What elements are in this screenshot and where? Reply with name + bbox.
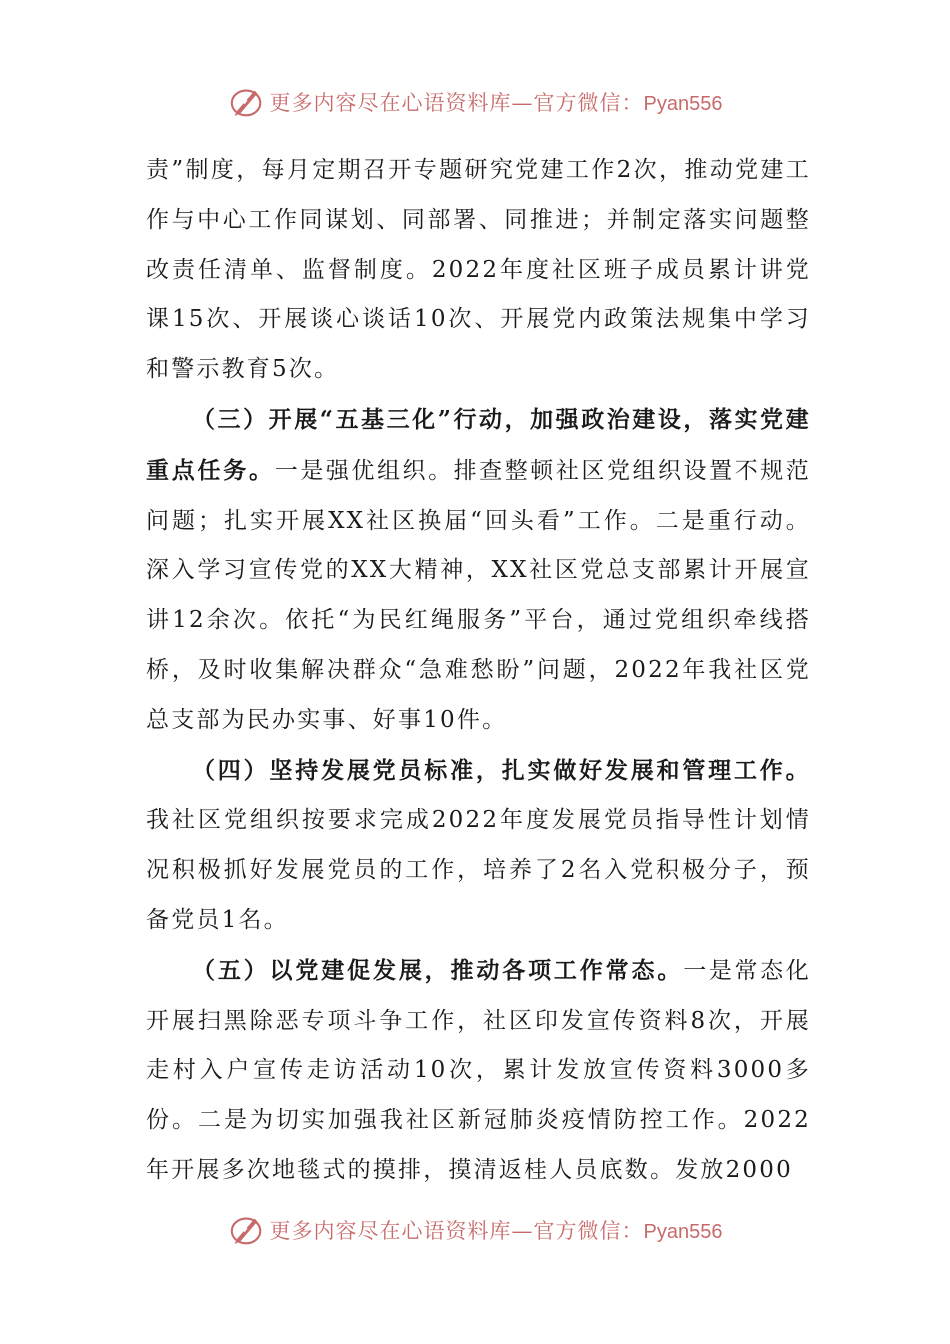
paragraph-text: 我社区党组织按要求完成2022年度发展党员指导性计划情况积极抓好发展党员的工作，培养了2名入党积极分子，预备党员1名。 [146, 807, 811, 933]
section-heading: （四）坚持发展党员标准，扎实做好发展和管理工作。 [192, 756, 811, 784]
section-heading: （三）开展“五基三化”行动，加强政治建设，落实党建重点任务。 [146, 405, 811, 484]
paragraph-section-4 [146, 746, 811, 946]
paragraph-text: 责”制度，每月定期召开专题研究党建工作2次，推动党建工作与中心工作同谋划、同部署、同推进；并制定落实问题整改责任清单、监督制度。2022年度社区班子成员累计讲党课15次、开展谈心谈话10次、开展党内政策法规集中学习和警示教育5次。 [146, 157, 811, 383]
wechat-id: Pyan556 [643, 1221, 723, 1243]
document-body [146, 146, 811, 1196]
paragraph-text: 一是强优组织。排查整顿社区党组织设置不规范问题；扎实开展XX社区换届“回头看”工作。二是重行动。深入学习宣传党的XX大精神，XX社区党总支部累计开展宣讲12余次。依托“为民红绳服务”平台，通过党组织牵线搭桥，及时收集解决群众“急难愁盼”问题，2022年我社区党总支部为民办实事、好事10件。 [146, 457, 812, 733]
watermark-text: 更多内容尽在心语资料库—官方微信：Pyan556 [269, 1219, 723, 1243]
watermark-text: 更多内容尽在心语资料库—官方微信：Pyan556 [269, 91, 723, 115]
watermark-banner-bottom [0, 1210, 950, 1250]
pen-circle-logo-icon [228, 1211, 266, 1249]
wechat-id: Pyan556 [643, 93, 723, 115]
section-heading: （五）以党建促发展，推动各项工作常态。 [192, 956, 684, 984]
watermark-banner-top [0, 82, 950, 122]
pen-circle-logo-icon [228, 83, 266, 121]
paragraph-section-5 [146, 946, 811, 1196]
paragraph-continuation [146, 146, 811, 395]
paragraph-section-3 [146, 395, 811, 746]
paragraph-text: 一是常态化开展扫黑除恶专项斗争工作，社区印发宣传资料8次，开展走村入户宣传走访活动10次，累计发放宣传资料3000多份。二是为切实加强我社区新冠肺炎疫情防控工作。2022年开展多次地毯式的摸排，摸清返桂人员底数。发放2000 [146, 957, 811, 1183]
